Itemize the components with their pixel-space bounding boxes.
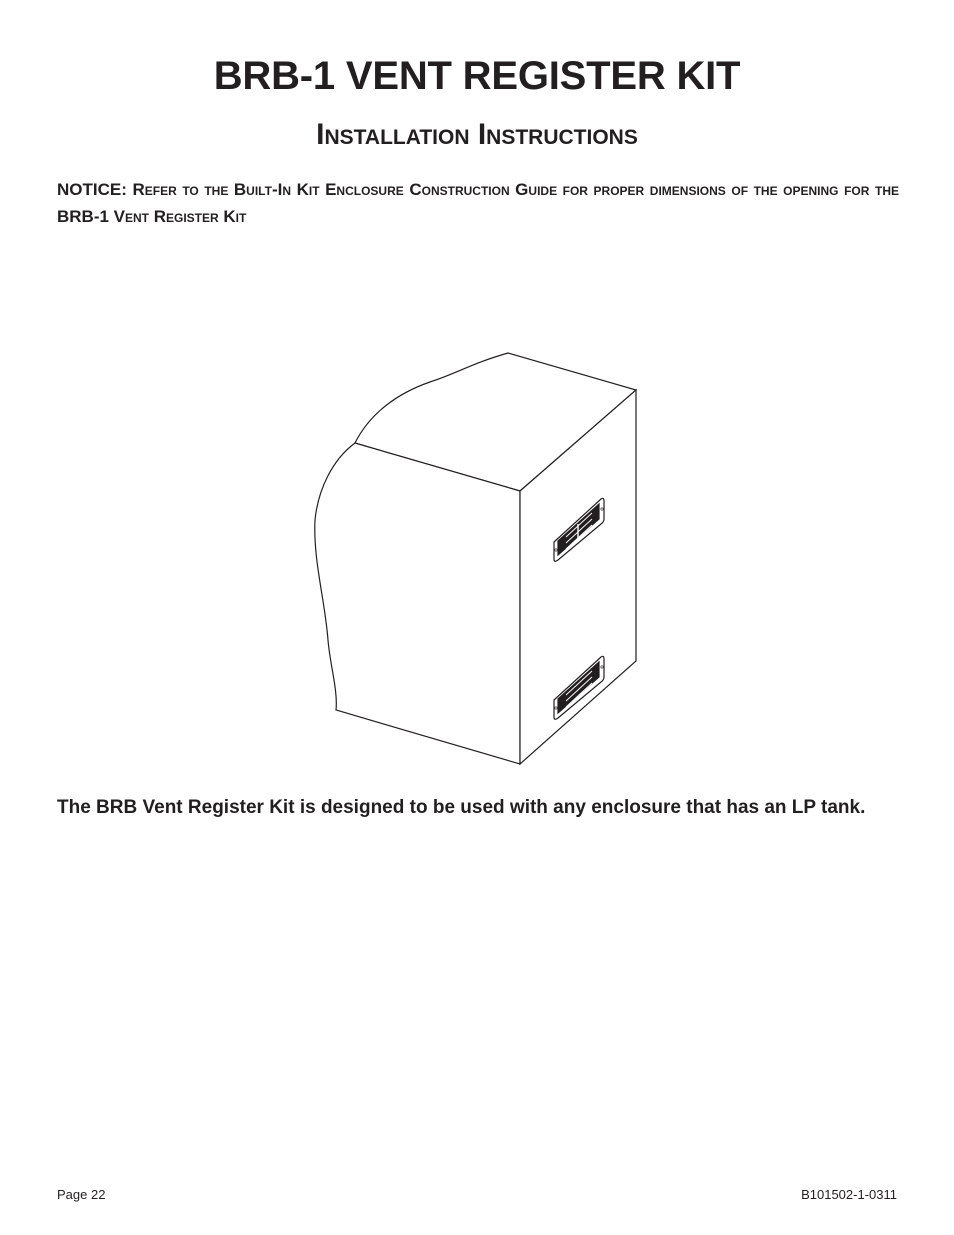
- page-title: BRB-1 VENT REGISTER KIT: [213, 54, 741, 98]
- enclosure-illustration: [300, 345, 645, 770]
- enclosure-front-face: [315, 443, 520, 764]
- page-number: Page 22: [57, 1187, 106, 1202]
- page-subtitle: Installation Instructions: [316, 118, 638, 151]
- notice-label: NOTICE:: [57, 180, 127, 199]
- notice-text: Refer to the Built-In Kit Enclosure Construction Guide for proper dimensions of the opening for the BRB-1 Vent Register Kit: [57, 180, 899, 226]
- body-paragraph: The BRB Vent Register Kit is designed to be used with any enclosure that has an LP tank.: [57, 797, 866, 818]
- notice-paragraph: [57, 176, 899, 230]
- document-number: B101502-1-0311: [801, 1187, 897, 1202]
